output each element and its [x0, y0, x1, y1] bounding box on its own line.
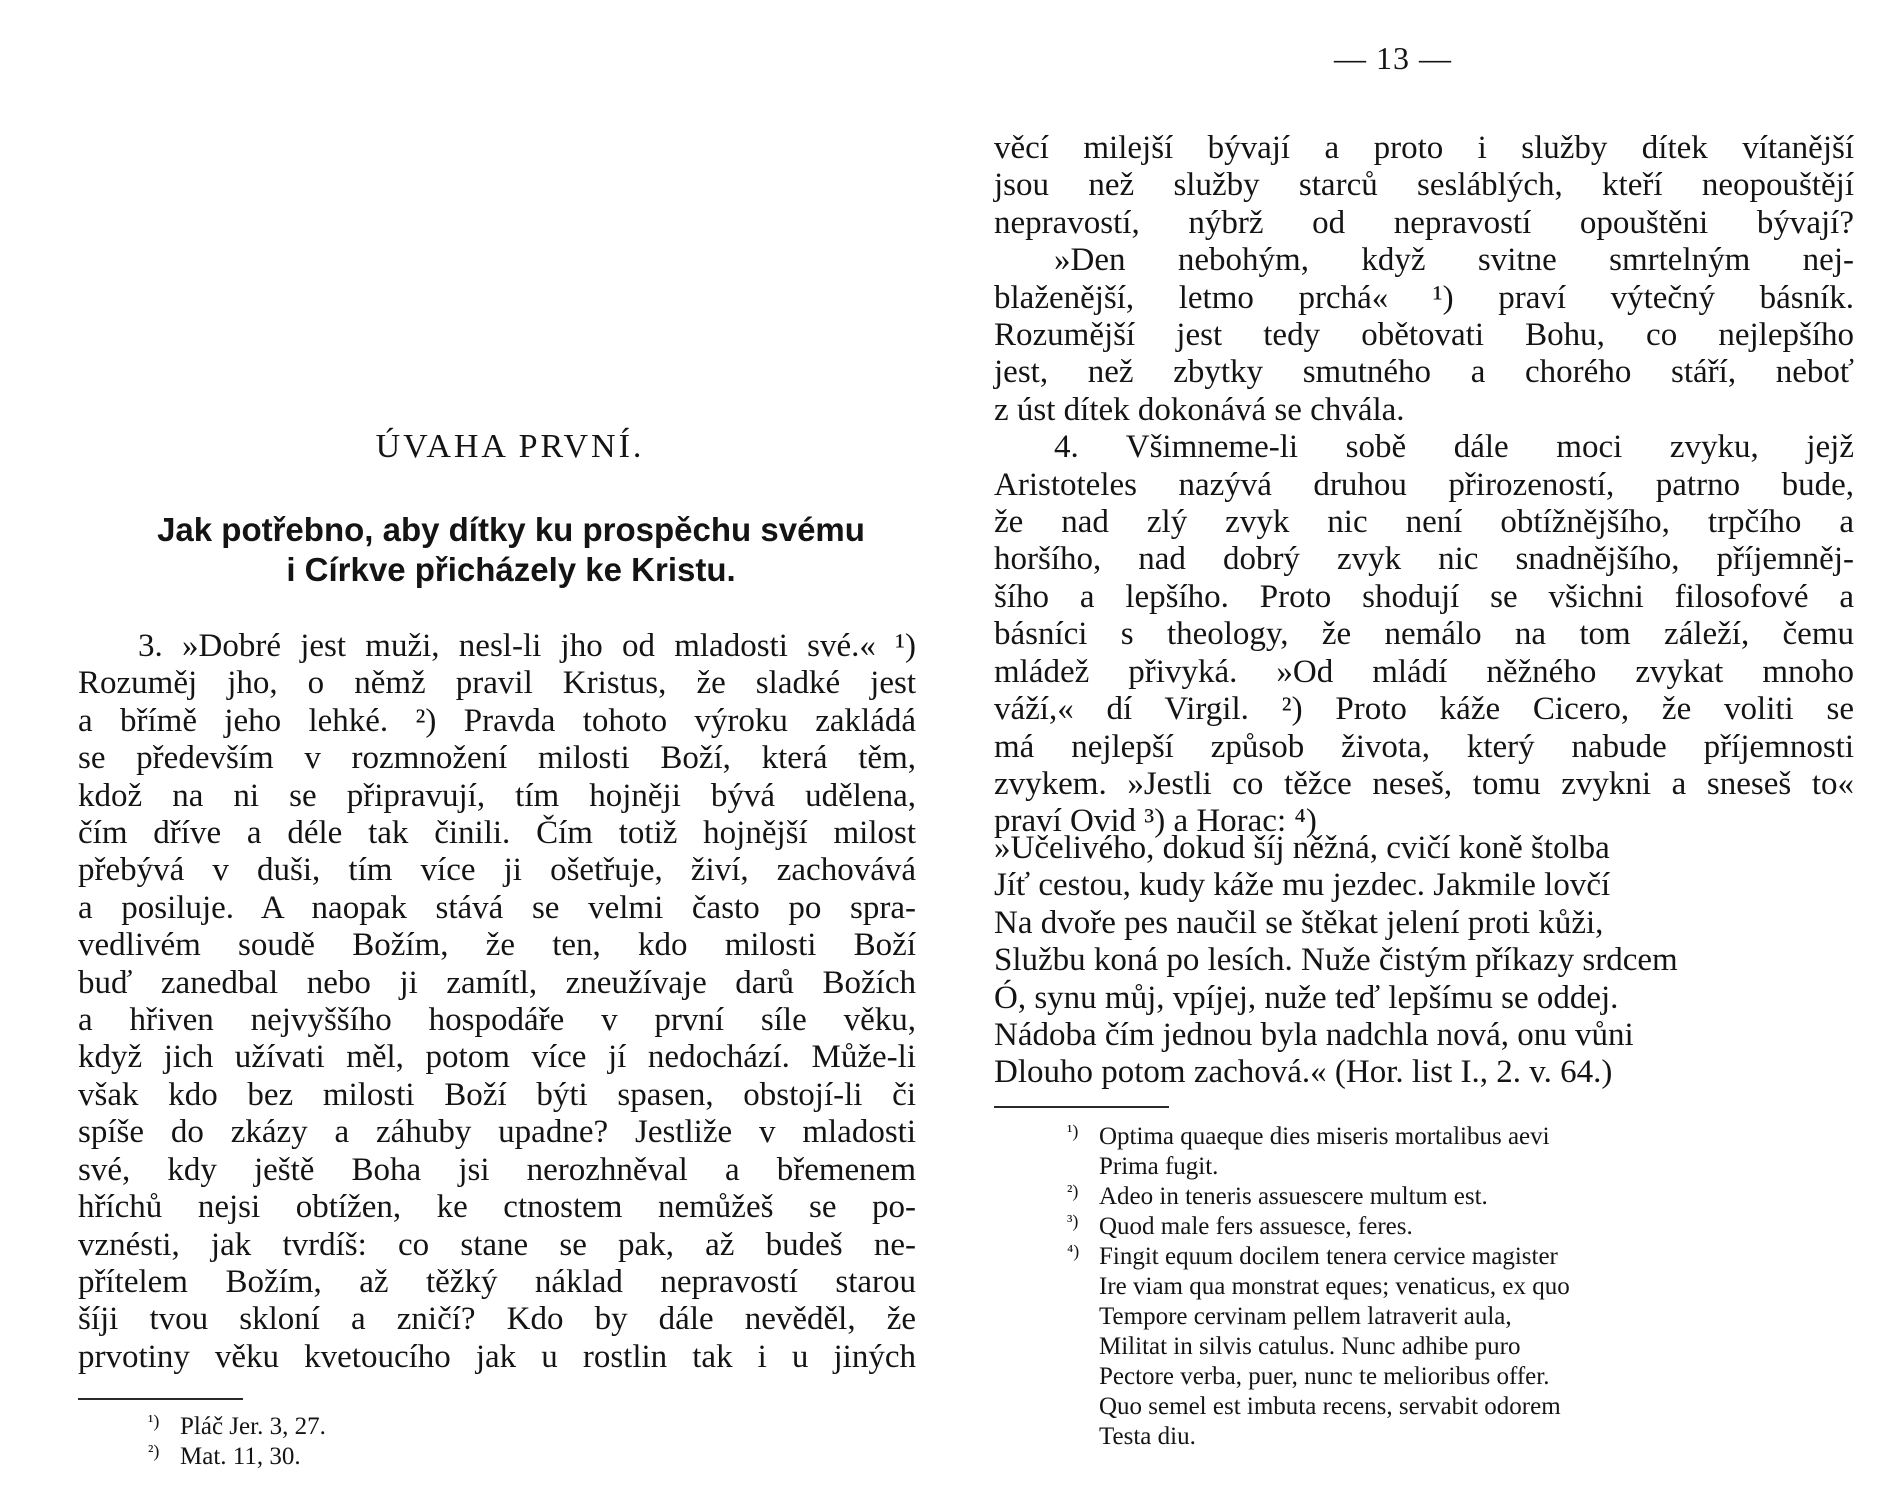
text-line: však kdo bez milosti Boží býti spasen, obstojí-li či — [78, 1076, 916, 1113]
footnote-line: Optima quaeque dies miseris mortalibus aevi — [1099, 1123, 1550, 1150]
verse-line: Na dvoře pes naučil se štěkat jelení proti kůži, — [994, 904, 1604, 941]
chapter-title — [90, 510, 932, 590]
text-line: a hřiven nejvyššího hospodáře v první síle věku, — [78, 1002, 916, 1039]
footnote-line: Testa diu. — [1099, 1423, 1196, 1450]
chapter-title-line: i Církve přicházely ke Kristu. — [286, 551, 736, 588]
text-line: praví Ovid ³) a Horac: ⁴) — [994, 803, 1317, 840]
footnote-mark: ²) — [1067, 1181, 1079, 1201]
text-line: má nejlepší způsob života, který nabude příjemnosti — [994, 728, 1854, 765]
footnote-text — [1099, 1242, 1570, 1452]
left-footnotes — [148, 1412, 548, 1472]
page-number: — 13 — — [1334, 40, 1452, 76]
right-body-text — [994, 130, 1854, 841]
footnote-text: Mat. 11, 30. — [180, 1443, 301, 1470]
text-line: mládež přivyká. »Od mládí něžného zvykat mnoho — [994, 653, 1854, 690]
footnote — [1067, 1242, 1827, 1452]
footnote-line: Pectore verba, puer, nunc te melioribus offer. — [1099, 1363, 1550, 1390]
footnote-text: Pláč Jer. 3, 27. — [180, 1413, 326, 1440]
text-line: básníci s theology, že nemálo na tom záleží, čemu — [994, 616, 1854, 653]
footnote-mark: ¹) — [1067, 1121, 1079, 1141]
section-heading: ÚVAHA PRVNÍ. — [375, 428, 645, 465]
footnote — [1067, 1212, 1827, 1242]
text-line: své, kdy ještě Boha jsi nerozhněval a břemenem — [78, 1151, 916, 1188]
text-line: z úst dítek dokonává se chvála. — [994, 391, 1405, 428]
text-line: spíše do zkázy a záhuby upadne? Jestliže v mladosti — [78, 1114, 916, 1151]
footnote-divider — [994, 1106, 1169, 1108]
text-line: Rozuměj jho, o němž pravil Kristus, že sladké jest — [78, 665, 916, 702]
right-page — [942, 0, 1884, 1500]
text-line: přítelem Božím, až těžký náklad nepravostí starou — [78, 1263, 916, 1300]
text-line: kdož na ni se připravují, tím hojněji bývá udělena, — [78, 777, 916, 814]
footnote-line: Militat in silvis catulus. Nunc adhibe puro — [1099, 1333, 1521, 1360]
footnote-mark: ³) — [1067, 1211, 1079, 1231]
text-line: a břímě jeho lehké. ²) Pravda tohoto výroku zakládá — [78, 702, 916, 739]
footnote-line: Adeo in teneris assuescere multum est. — [1099, 1183, 1488, 1210]
text-line: nepravostí, nýbrž od nepravostí opouštěni bývají? — [994, 204, 1854, 241]
text-line: vedlivém soudě Božím, že ten, kdo milosti Boží — [78, 927, 916, 964]
footnote — [148, 1442, 548, 1472]
verse-line: Službu koná po lesích. Nuže čistým příkazy srdcem — [994, 942, 1678, 979]
text-line: a posiluje. A naopak stává se velmi často po spra- — [78, 889, 916, 926]
text-line: horšího, nad dobrý zvyk nic snadnějšího, příjemněj- — [994, 541, 1854, 578]
text-line: že nad zlý zvyk nic není obtížnějšího, trpčího a — [994, 504, 1854, 541]
text-line: čím dříve a déle tak činili. Čím totiž hojnější milost — [78, 815, 916, 852]
verse-line: Nádoba čím jednou byla nadchla nová, onu vůni — [994, 1017, 1634, 1054]
verse-line: Dlouho potom zachová.« (Hor. list I., 2. v. 64.) — [994, 1054, 1613, 1091]
text-line: šího a lepšího. Proto shodují se všichni filosofové a — [994, 578, 1854, 615]
text-line: 3. »Dobré jest muži, nesl-li jho od mladosti své.« ¹) — [138, 628, 916, 664]
footnote-mark: ¹) — [148, 1411, 160, 1431]
footnote-line: Quo semel est imbuta recens, servabit odorem — [1099, 1393, 1561, 1420]
left-body-text — [78, 628, 916, 1376]
text-line: váží,« dí Virgil. ²) Proto káže Cicero, že voliti se — [994, 691, 1854, 728]
verse-line: »Učelivého, dokud šíj něžná, cvičí koně štolba — [994, 830, 1610, 866]
text-line: »Den nebohým, když svitne smrtelným nej- — [1054, 242, 1854, 279]
footnote — [1067, 1122, 1827, 1182]
text-line: přebývá v duši, tím více ji ošetřuje, živí, zachovává — [78, 852, 916, 889]
text-line: 4. Všimneme-li sobě dále moci zvyku, jejž — [1054, 429, 1854, 466]
footnote-text — [1099, 1122, 1550, 1182]
footnote-line: Quod male fers assuesce, feres. — [1099, 1213, 1413, 1240]
footnote-line: Tempore cervinam pellem latraverit aula, — [1099, 1303, 1512, 1330]
text-line: jest, než zbytky smutného a chorého stáří, neboť — [994, 354, 1854, 391]
text-line: jsou než služby starců sesláblých, kteří neopouštějí — [994, 167, 1854, 204]
text-line: vznésti, jak tvrdíš: co stane se pak, až budeš ne- — [78, 1226, 916, 1263]
footnote-line: Ire viam qua monstrat eques; venaticus, ex quo — [1099, 1273, 1570, 1300]
footnote-line: Fingit equum docilem tenera cervice magister — [1099, 1243, 1558, 1270]
text-line: zvykem. »Jestli co těžce neseš, tomu zvykni a sneseš to« — [994, 765, 1854, 802]
text-line: Rozumější jest tedy obětovati Bohu, co nejlepšího — [994, 317, 1854, 354]
footnote-line: Prima fugit. — [1099, 1153, 1219, 1180]
text-line: šíji tvou skloní a zničí? Kdo by dále nevěděl, že — [78, 1301, 916, 1338]
footnote-mark: ²) — [148, 1441, 160, 1461]
chapter-title-line: Jak potřebno, aby dítky ku prospěchu svému — [157, 511, 865, 548]
footnote-mark: ⁴) — [1067, 1241, 1080, 1261]
verse-line: Jíť cestou, kudy káže mu jezdec. Jakmile lovčí — [994, 867, 1611, 904]
footnote — [1067, 1182, 1827, 1212]
right-footnotes — [1067, 1122, 1827, 1452]
footnote-text — [1099, 1182, 1488, 1212]
text-line: věcí milejší bývají a proto i služby dítek vítanější — [994, 130, 1854, 166]
verse-quote — [994, 830, 1854, 1092]
footnote-divider — [78, 1398, 243, 1400]
text-line: se především v rozmnožení milosti Boží, která těm, — [78, 740, 916, 777]
text-line: blaženější, letmo prchá« ¹) praví výtečný básník. — [994, 279, 1854, 316]
verse-line: Ó, synu můj, vpíjej, nuže teď lepšímu se oddej. — [994, 979, 1619, 1016]
text-line: hříchů nejsi obtížen, ke ctnostem nemůžeš se po- — [78, 1189, 916, 1226]
text-line: prvotiny věku kvetoucího jak u rostlin tak i u jiných — [78, 1338, 916, 1375]
text-line: Aristoteles nazývá druhou přirozeností, patrno bude, — [994, 466, 1854, 503]
footnote-text — [1099, 1212, 1413, 1242]
footnote — [148, 1412, 548, 1442]
text-line: buď zanedbal nebo ji zamítl, zneužívaje darů Božích — [78, 964, 916, 1001]
text-line: když jich užívati měl, potom více jí nedochází. Může-li — [78, 1039, 916, 1076]
